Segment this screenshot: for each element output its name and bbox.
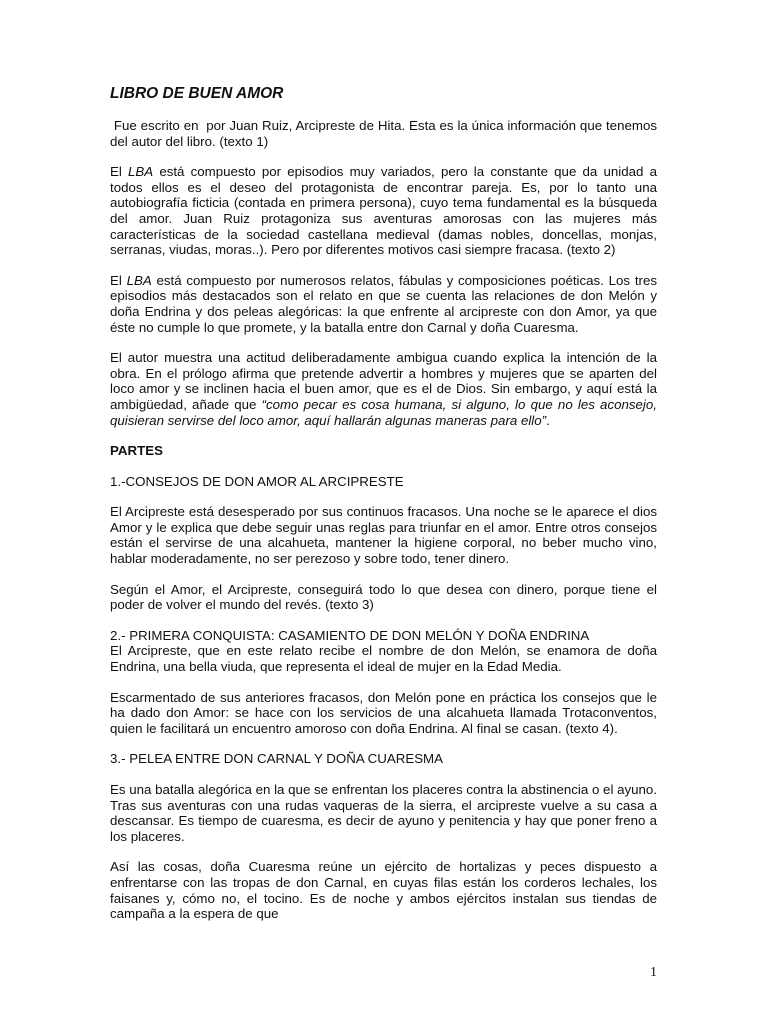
page-number: 1: [650, 965, 657, 980]
section-3-heading: 3.- PELEA ENTRE DON CARNAL Y DOÑA CUARESMA: [110, 751, 444, 767]
paragraph-text: El autor muestra una actitud deliberadamente ambigua cuando explica la intención de la obra. En el prólogo afirma que pretende advertir a hombres y mujeres que se aparten del loco amor y se inclinen hacia el buen amor, que es el de Dios. Sin embargo, y aquí está la ambigüedad, añade que: [110, 350, 657, 412]
lba-abbreviation: LBA: [128, 164, 154, 180]
paragraph-text: El: [110, 164, 128, 180]
intro-text: Fue escrito en por Juan Ruiz, Arcipreste de Hita. Esta es la única información que tenemos del autor del libro. (texto 1): [110, 118, 661, 149]
section-3-paragraph: Es una batalla alegórica en la que se enfrentan los placeres contra la abstinencia o el ayuno. Tras sus aventuras con una rudas vaqueras de la sierra, el arcipreste vuelve a su casa a descansar. Es tiempo de cuaresma, es decir de ayuno y penitencia y hay que poner freno a los placeres.: [110, 782, 658, 844]
section-2-heading: 2.- PRIMERA CONQUISTA: CASAMIENTO DE DON MELÓN Y DOÑA ENDRINA: [110, 627, 590, 643]
partes-heading: PARTES: [110, 443, 163, 459]
section-3-paragraph: Así las cosas, doña Cuaresma reúne un ejército de hortalizas y peces dispuesto a enfrentarse con las tropas de don Carnal, en cuyas filas están los corderos lechales, los faisanes y, cómo no, el tocino. Es de noche y ambos ejércitos instalan sus tiendas de campaña a la espera de que: [110, 859, 657, 922]
lba-abbreviation: LBA: [126, 272, 152, 288]
paragraph-text: El: [110, 272, 127, 288]
section-1-heading: 1.-CONSEJOS DE DON AMOR AL ARCIPRESTE: [110, 473, 404, 489]
intro-paragraph: [110, 118, 661, 149]
paragraph-intention: [110, 350, 657, 428]
paragraph-composition: [110, 164, 657, 258]
paragraph-text: está compuesto por episodios muy variados, pero la constante que da unidad a todos ellos es el deseo del protagonista de encontrar pareja. Es, por lo tanto una autobiografía ficticia (contada en primera persona), cuyo tema fundamental es la búsqueda del amor. Juan Ruiz protagoniza sus aventuras amorosas con las mujeres más características de la sociedad castellana medieval (damas nobles, doncellas, monjas, serranas, viudas, moras..). Pero por diferentes motivos casi siempre fracasa. (texto 2): [110, 164, 657, 258]
document-page: [110, 84, 661, 937]
paragraph-text: está compuesto por numerosos relatos, fábulas y composiciones poéticas. Los tres episodios más destacados son el relato en que se cuenta las relaciones de don Melón y doña Endrina y dos peleas alegóricas: la que enfrente al arcipreste con don Amor, ya que éste no cumple lo que promete, y la batalla entre don Carnal y doña Cuaresma.: [110, 272, 657, 335]
paragraph-episodes: [110, 273, 657, 335]
prologue-quote: “como pecar es cosa humana, si alguno, lo que no les aconsejo, quisieran servirse del loco amor, aquí hallarán algunas maneras para ello”: [110, 396, 657, 428]
section-1-paragraph: El Arcipreste está desesperado por sus continuos fracasos. Una noche se le aparece el dios Amor y le explica que debe seguir unas reglas para triunfar en el amor. Entre otros consejos están el servirse de una alcahueta, mantener la higiene corporal, no beber mucho vino, hablar moderadamente, no ser perezoso y sobre todo, tener dinero.: [110, 504, 657, 567]
document-title: LIBRO DE BUEN AMOR: [110, 85, 284, 102]
section-2-paragraph: El Arcipreste, que en este relato recibe el nombre de don Melón, se enamora de doña Endrina, una bella viuda, que representa el ideal de mujer en la Edad Media.: [110, 643, 657, 675]
section-2-paragraph: Escarmentado de sus anteriores fracasos, don Melón pone en práctica los consejos que le ha dado don Amor: se hace con los servicios de una alcahueta llamada Trotaconventos, quien le facilitará un encuentro amoroso con doña Endrina. Al final se casan. (texto 4).: [110, 689, 657, 736]
section-1-paragraph: Según el Amor, el Arcipreste, conseguirá todo lo que desea con dinero, porque tiene el poder de volver el mundo del revés. (texto 3): [110, 581, 657, 613]
paragraph-text: .: [546, 412, 550, 428]
